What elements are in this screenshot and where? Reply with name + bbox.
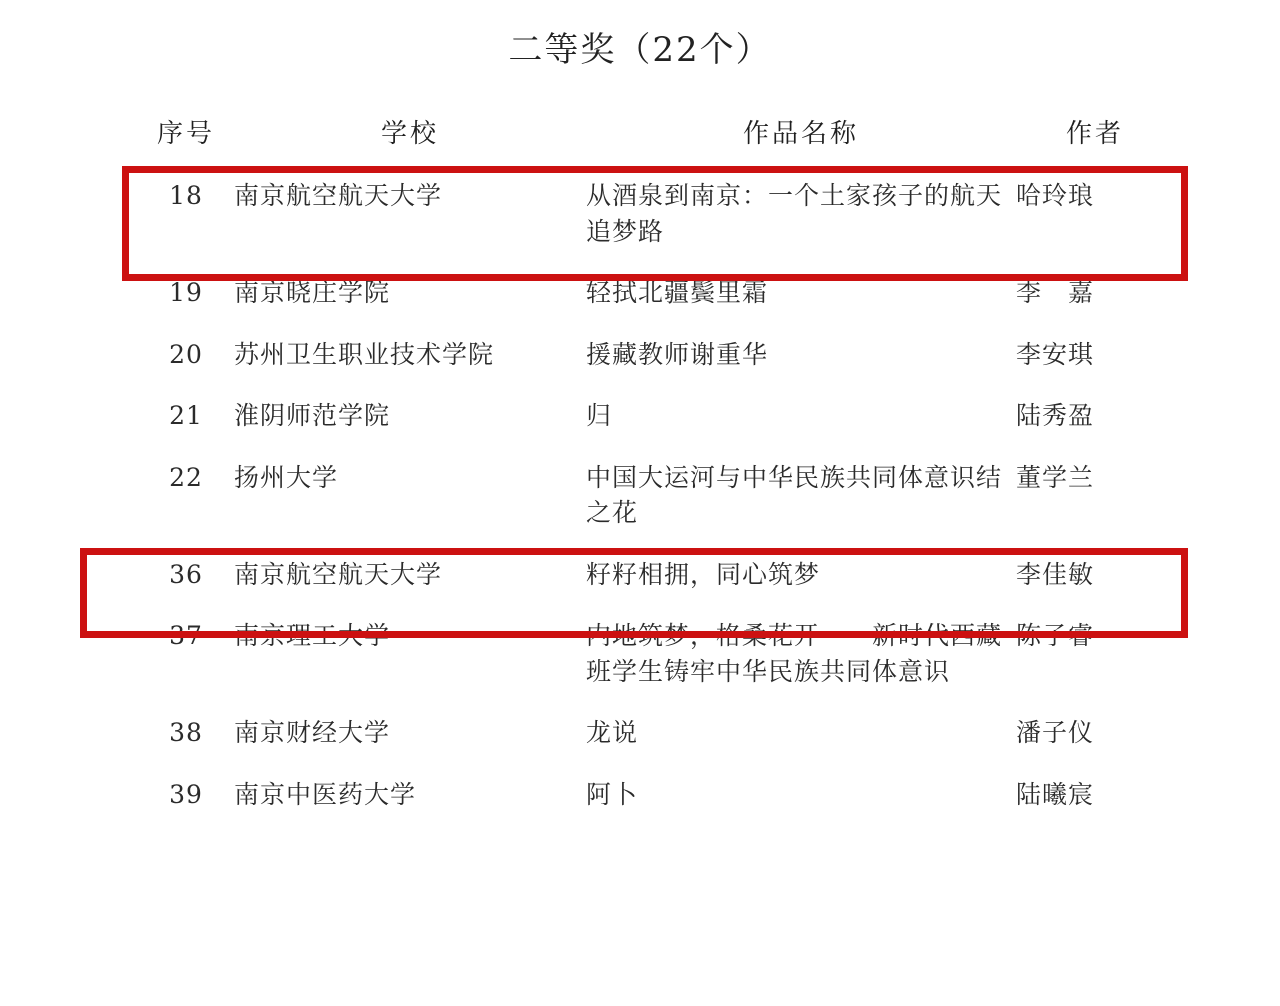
cell-author: 陆曦宸 [1016, 779, 1095, 809]
cell-no: 19 [169, 278, 203, 307]
table-body [138, 166, 1174, 826]
cell-work: 中国大运河与中华民族共同体意识结之花 [586, 462, 1003, 527]
cell-work: 阿卜 [586, 779, 639, 809]
cell-no: 36 [169, 559, 203, 589]
cell-no: 39 [169, 779, 203, 809]
page-title: 二等奖（22个） [508, 30, 772, 70]
cell-author: 李 嘉 [1016, 278, 1095, 307]
table-row [138, 765, 1174, 827]
cell-school: 南京理工大学 [234, 621, 391, 650]
table-row [138, 263, 1174, 325]
cell-school: 南京晓庄学院 [234, 278, 391, 307]
table-row [138, 386, 1174, 448]
cell-no: 18 [169, 181, 203, 210]
cell-school: 苏州卫生职业技术学院 [234, 339, 495, 369]
cell-no: 38 [169, 718, 203, 747]
cell-author: 哈玲琅 [1016, 181, 1095, 210]
cell-author: 李安琪 [1016, 339, 1095, 369]
table-row [138, 703, 1174, 765]
cell-work: 援藏教师谢重华 [586, 339, 769, 369]
column-header-no: 序号 [156, 119, 215, 149]
cell-school: 南京财经大学 [234, 718, 391, 747]
table-row [138, 166, 1174, 263]
table-row [138, 325, 1174, 387]
cell-work: 从酒泉到南京：一个土家孩子的航天追梦路 [586, 181, 1003, 246]
cell-school: 淮阴师范学院 [234, 401, 391, 430]
table-row [138, 606, 1174, 703]
cell-school: 南京航空航天大学 [234, 559, 443, 589]
table-row [138, 448, 1174, 545]
cell-work: 籽籽相拥，同心筑梦 [586, 559, 821, 589]
cell-author: 董学兰 [1016, 462, 1095, 492]
cell-no: 37 [169, 621, 203, 650]
table-header [138, 109, 1174, 166]
award-table [138, 109, 1174, 826]
cell-author: 李佳敏 [1016, 559, 1095, 589]
table-header-row [138, 109, 1174, 166]
table-row [138, 545, 1174, 607]
cell-school: 南京航空航天大学 [234, 181, 443, 210]
cell-school: 扬州大学 [234, 462, 339, 492]
cell-no: 22 [169, 462, 203, 492]
cell-work: 归 [586, 401, 613, 430]
cell-work: 轻拭北疆鬓里霜 [586, 278, 769, 307]
column-header-work: 作品名称 [742, 119, 859, 149]
cell-author: 陆秀盈 [1016, 401, 1095, 430]
column-header-author: 作者 [1065, 119, 1124, 149]
cell-author: 陈子睿 [1016, 621, 1095, 650]
cell-no: 21 [169, 401, 203, 430]
cell-author: 潘子仪 [1016, 718, 1095, 747]
cell-no: 20 [169, 339, 203, 369]
cell-work: 龙说 [586, 718, 639, 747]
cell-work: 内地筑梦，格桑花开——新时代西藏班学生铸牢中华民族共同体意识 [586, 621, 1003, 686]
award-table-wrapper [138, 109, 1172, 826]
column-header-school: 学校 [380, 119, 439, 149]
cell-school: 南京中医药大学 [234, 779, 417, 809]
